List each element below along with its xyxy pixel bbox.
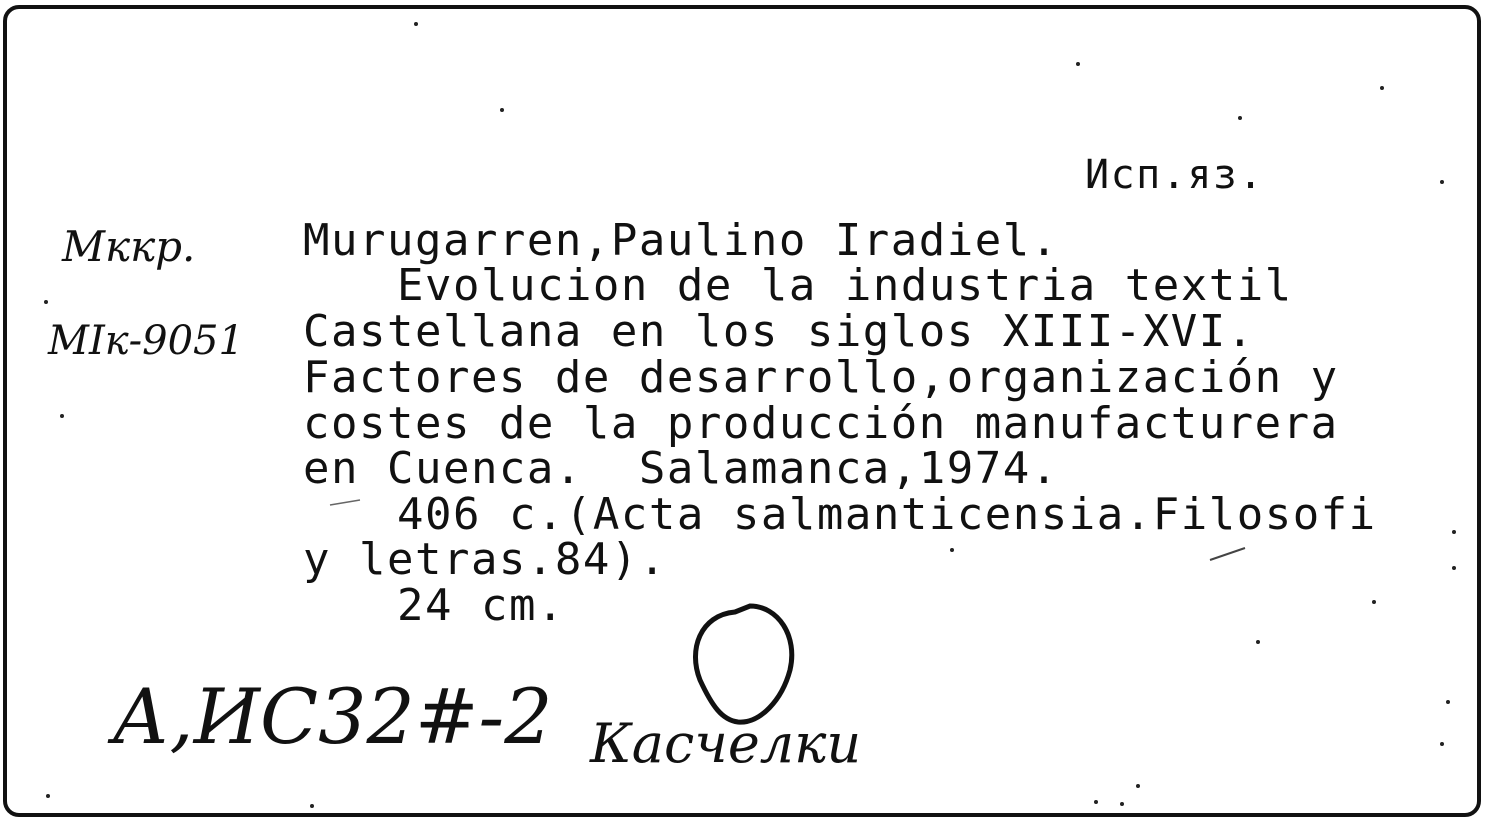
- handwritten-shelfmark: А,ИС32#-2: [112, 672, 553, 761]
- handwritten-name: Касчелки: [590, 712, 862, 775]
- handwritten-library-code: Мккр.: [62, 222, 196, 271]
- scan-speck: [1076, 62, 1080, 66]
- scan-speck: [1440, 180, 1444, 184]
- scan-speck: [60, 414, 64, 418]
- language-mark: Исп.яз.: [1085, 152, 1265, 198]
- scan-speck: [1452, 530, 1456, 534]
- scan-speck: [950, 548, 954, 552]
- scan-speck: [44, 300, 48, 304]
- scan-speck: [1380, 86, 1384, 90]
- size-line: 24 cm.: [397, 580, 565, 631]
- title-line-2: Castellana en los siglos XIII-XVI.: [303, 306, 1255, 357]
- scan-speck: [1372, 600, 1376, 604]
- title-line-4: costes de la producción manufacturera: [303, 398, 1339, 449]
- scan-mark: [1210, 548, 1245, 560]
- author-line: Murugarren,Paulino Iradiel.: [303, 215, 1059, 266]
- scan-speck: [46, 794, 50, 798]
- scan-speck: [1446, 700, 1450, 704]
- scan-speck: [1440, 742, 1444, 746]
- handwritten-inventory-number: МIк-9051: [48, 318, 244, 364]
- collation-line-1: 406 с.(Acta salmanticensia.Filosofi: [397, 489, 1377, 540]
- scan-mark: [330, 500, 360, 505]
- title-line-3: Factores de desarrollo,organización y: [303, 352, 1339, 403]
- scan-speck: [500, 108, 504, 112]
- title-line-1: Evolucion de la industria textil: [397, 260, 1293, 311]
- scan-speck: [414, 22, 418, 26]
- scan-speck: [1452, 566, 1456, 570]
- scan-speck: [1238, 116, 1242, 120]
- punch-hole-outline: [695, 606, 791, 722]
- scan-speck: [310, 804, 314, 808]
- title-line-5: en Cuenca. Salamanca,1974.: [303, 443, 1059, 494]
- scan-speck: [1120, 802, 1124, 806]
- scan-speck: [1094, 800, 1098, 804]
- scan-speck: [1136, 784, 1140, 788]
- scan-speck: [1256, 640, 1260, 644]
- collation-line-2: y letras.84).: [303, 534, 667, 585]
